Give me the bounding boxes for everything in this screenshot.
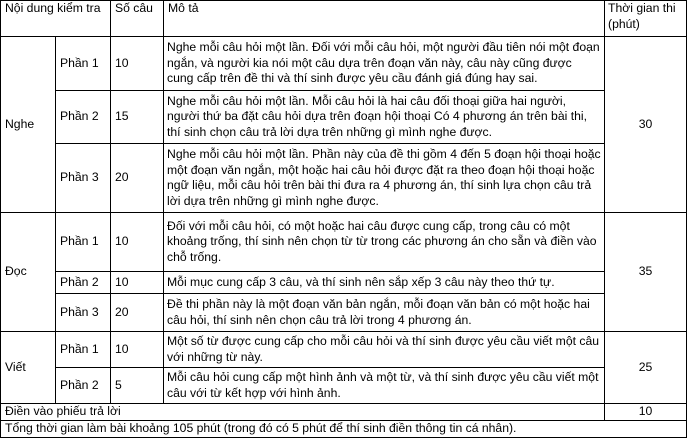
answer-sheet-row (1, 404, 687, 421)
table-row (1, 144, 687, 213)
section-name: Viết (1, 332, 56, 404)
part-description: Một số từ được cung cấp cho mỗi câu hỏi và thí sinh được yêu cầu viết một câu với những từ này. (164, 332, 605, 368)
header-content: Nội dung kiểm tra (1, 1, 111, 37)
header-time: Thời gian thi (phút) (605, 1, 687, 37)
part-description: Nghe mỗi câu hỏi một lần. Phần này của đề thi gồm 4 đến 5 đoạn hội thoại hoặc một đoạn văn ngắn, một hoặc hai câu hỏi được đặt ra theo đoạn hội thoại hoặc ngữ liệu, mỗi câu hỏi trên bài thi đưa ra 4 phương án, thí sinh lựa chọn câu trả lời dựa trên những gì mình nghe được. (164, 144, 605, 213)
question-count: 20 (111, 294, 164, 332)
header-row (1, 1, 687, 37)
total-note: Tổng thời gian làm bài khoảng 105 phút (trong đó có 5 phút để thí sinh điền thông tin cá nhân). (1, 421, 687, 438)
part-label: Phần 1 (56, 213, 111, 272)
section-time: 35 (605, 213, 687, 332)
part-label: Phần 2 (56, 368, 111, 404)
part-label: Phần 1 (56, 37, 111, 91)
table-row (1, 91, 687, 144)
question-count: 10 (111, 37, 164, 91)
question-count: 10 (111, 272, 164, 294)
question-count: 15 (111, 91, 164, 144)
part-label: Phần 2 (56, 272, 111, 294)
part-label: Phần 3 (56, 144, 111, 213)
header-description: Mô tả (164, 1, 605, 37)
table-row (1, 368, 687, 404)
table-row (1, 37, 687, 91)
answer-sheet-label: Điền vào phiếu trả lời (1, 404, 605, 421)
total-row (1, 421, 687, 438)
question-count: 10 (111, 213, 164, 272)
question-count: 10 (111, 332, 164, 368)
part-label: Phần 3 (56, 294, 111, 332)
part-description: Nghe mỗi câu hỏi một lần. Đối với mỗi câu hỏi, một người đầu tiên nói một đoạn ngắn, và người kia nói một câu dựa trên đoạn văn này, câu này cũng được cung cấp trên đề thi và thí sinh được yêu cầu đánh giá đúng hay sai. (164, 37, 605, 91)
section-time: 30 (605, 37, 687, 213)
section-name: Nghe (1, 37, 56, 213)
question-count: 20 (111, 144, 164, 213)
table-row (1, 294, 687, 332)
part-label: Phần 1 (56, 332, 111, 368)
part-description: Mỗi câu hỏi cung cấp một hình ảnh và một từ, và thí sinh được yêu cầu viết một câu với từ kết hợp với hình ảnh. (164, 368, 605, 404)
part-description: Đối với mỗi câu hỏi, có một hoặc hai câu được cung cấp, trong câu có một khoảng trống, thí sinh nên chọn từ từ trong các phương án cho sẵn và điền vào chỗ trống. (164, 213, 605, 272)
table-row (1, 213, 687, 272)
answer-sheet-time: 10 (605, 404, 687, 421)
section-time: 25 (605, 332, 687, 404)
header-count: Số câu (111, 1, 164, 37)
part-description: Nghe mỗi câu hỏi một lần. Mỗi câu hỏi là hai câu đối thoại giữa hai người, người thứ ba đặt câu hỏi dựa trên đoạn hội thoại Có 4 phương án trên bài thi, thí sinh chọn câu trả lời dựa trên những gì mình nghe được. (164, 91, 605, 144)
part-description: Mỗi mục cung cấp 3 câu, và thí sinh nên sắp xếp 3 câu này theo thứ tự. (164, 272, 605, 294)
table-row (1, 272, 687, 294)
table-row (1, 332, 687, 368)
part-label: Phần 2 (56, 91, 111, 144)
question-count: 5 (111, 368, 164, 404)
section-name: Đọc (1, 213, 56, 332)
part-description: Đề thi phần này là một đoạn văn bản ngắn, mỗi đoạn văn bản có một hoặc hai câu hỏi, thí sinh nên chọn câu trả lời trong 4 phương án. (164, 294, 605, 332)
